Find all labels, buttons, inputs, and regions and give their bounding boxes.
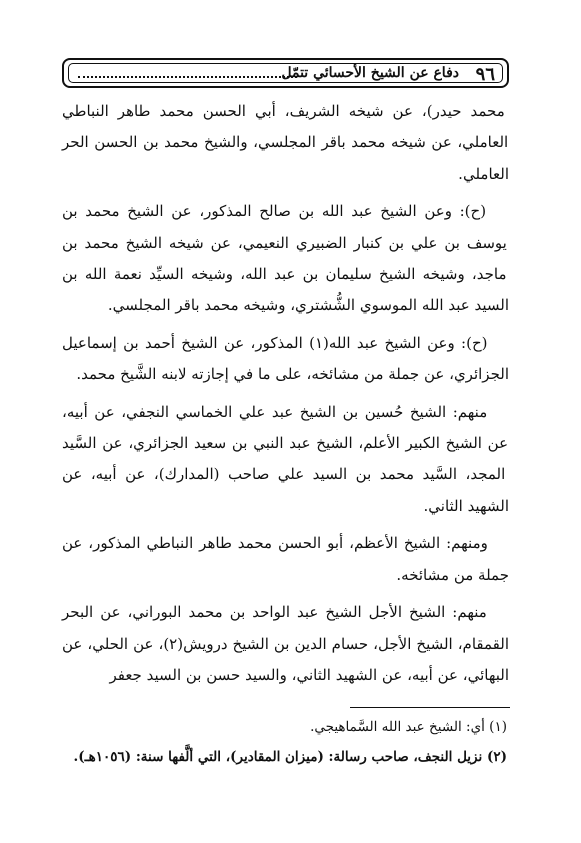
paragraph-5 (62, 528, 509, 591)
line: عن البهائي، عن أبيه، عن الشهيد الثاني، والسيد حسن بن السيد جعفر (62, 634, 509, 684)
line: العاملي. (458, 164, 509, 183)
running-title: دفاع عن الشيخ الأحسائي تتمّل (281, 65, 459, 81)
paragraph-6 (62, 597, 509, 691)
footnote-separator (350, 707, 510, 708)
line: الشهيد الثاني. (423, 496, 509, 515)
line: عن الشيخ الكبير الأعلم، الشيخ عبد النبي بن سعيد الجزائري، عن السَّيد (62, 434, 509, 453)
line: ماجد، وشيخه الشيخ سليمان بن عبد الله، وشيخه السيِّد نعمة الله بن (62, 265, 507, 284)
footnote-1: (١) أي: الشيخ عبد الله السَّماهيجي. (310, 719, 507, 735)
line: جملة من مشائخه. (396, 565, 509, 584)
line: ومنهم: الشيخ الأعظم، أبو الحسن محمد طاهر النباطي المذكور، عن (62, 534, 488, 553)
paragraph-4 (62, 397, 509, 523)
line: (ح): وعن الشيخ عبد الله بن صالح المذكور، عن الشيخ محمد بن (62, 202, 487, 221)
line: المجد، السَّيد محمد بن السيد علي صاحب (المدارك)، عن أبيه، عن (62, 465, 506, 484)
line: منهم: الشيخ الأجل الشيخ عبد الواحد بن محمد البوراني، عن البحر (62, 603, 487, 622)
paragraph-1 (62, 96, 509, 190)
line: (ح): وعن الشيخ عبد الله(١) المذكور، عن الشيخ أحمد بن إسماعيل (62, 333, 488, 352)
line: السيد عبد الله الموسوي الشُّشتري، وشيخه محمد باقر المجلسي. (107, 296, 509, 315)
page-number: ٩٦ (475, 64, 495, 85)
footnotes (62, 712, 509, 772)
dot-leader (78, 76, 297, 78)
line: يوسف بن علي بن كنبار الضبيري النعيمي، عن شيخه الشيخ محمد بن (62, 233, 507, 252)
paragraph-3 (62, 328, 509, 391)
line: الجزائري، عن جملة من مشائخه، على ما في إجازته لابنه الشَّيخ محمد. (76, 365, 509, 384)
line: القمقام، الشيخ الأجل، حسام الدين بن الشيخ درويش(٢)، عن الحلي، (82, 634, 509, 653)
footnote-2: (٢) نزيل النجف، صاحب رسالة: (ميزان المقادير)، التي ألَّفها سنة: (١٠٥٦هـ). (73, 749, 507, 765)
main-text (62, 96, 509, 691)
line: منهم: الشيخ حُسين بن الشيخ عبد علي الخماسي النجفي، عن أبيه، (62, 402, 488, 421)
paragraph-2 (62, 196, 509, 322)
running-header (62, 58, 509, 88)
line: محمد حيدر)، عن شيخه الشريف، أبي الحسن محمد طاهر النباطي (62, 102, 505, 120)
line: العاملي، عن شيخه محمد باقر المجلسي، والشيخ محمد بن الحسن الحر (62, 133, 509, 152)
